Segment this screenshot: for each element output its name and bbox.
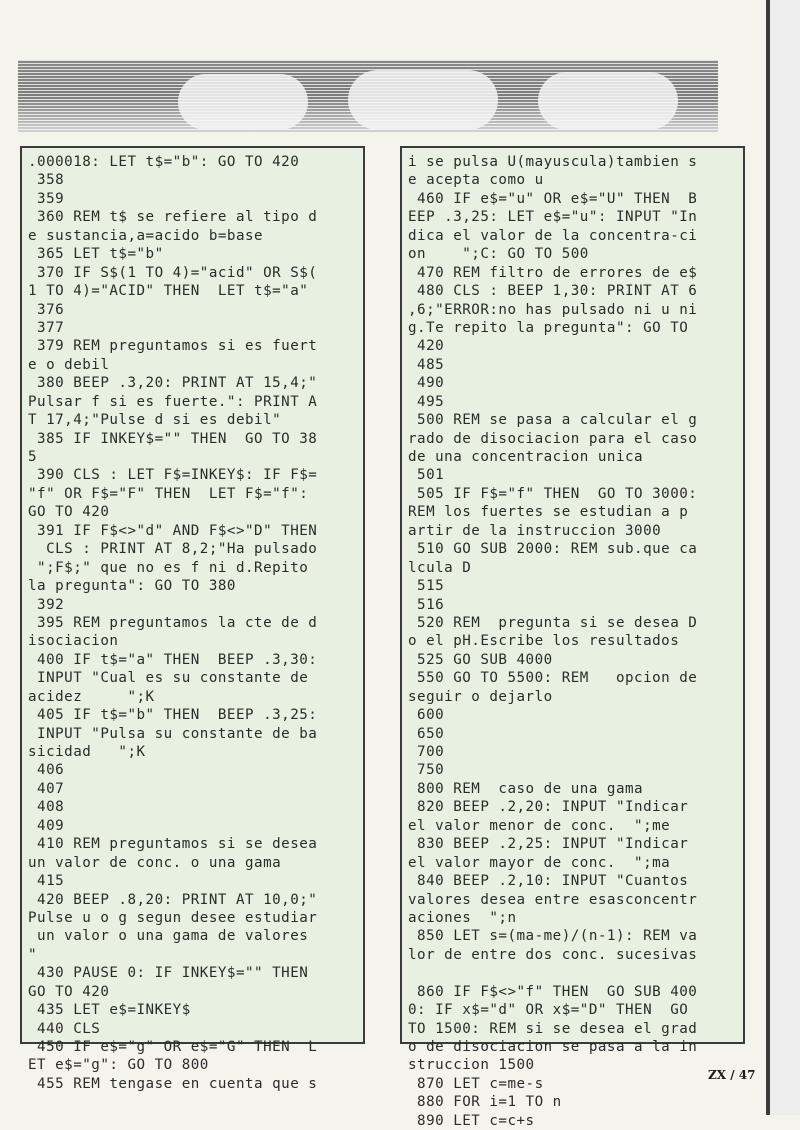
code-line: 395 REM preguntamos la cte de d [28, 614, 318, 631]
code-line: 650 [408, 725, 445, 742]
code-line: 525 GO SUB 4000 [408, 651, 553, 668]
code-line: 515 [408, 578, 445, 595]
code-line: rado de disociacion para el caso [408, 430, 698, 447]
code-line: 550 GO TO 5500: REM opcion de [408, 670, 698, 687]
code-line: 516 [408, 596, 445, 613]
code-line: sicidad ";K [28, 744, 146, 760]
code-line: 450 IF e$="g" OR e$="G" THEN L [28, 1039, 318, 1055]
code-line: 520 REM pregunta si se desea D [408, 614, 698, 631]
code-line: INPUT "Pulsa su constante de ba [28, 725, 318, 742]
code-line: on ";C: GO TO 500 [408, 246, 589, 263]
code-line: g.Te repito la pregunta": GO TO [408, 319, 689, 336]
code-line: o el pH.Escribe los resultados [408, 633, 680, 650]
code-line: 379 REM preguntamos si es fuert [28, 338, 318, 355]
code-line: CLS : PRINT AT 8,2;"Ha pulsado [28, 541, 318, 558]
code-line: el valor mayor de conc. ";ma [408, 854, 671, 871]
code-line: 420 BEEP .8,20: PRINT AT 10,0;" [28, 891, 318, 908]
code-line: 359 [28, 190, 65, 207]
code-line: 430 PAUSE 0: IF INKEY$="" THEN [28, 965, 309, 982]
code-line: 840 BEEP .2,10: INPUT "Cuantos [408, 873, 689, 890]
header-banner-graphic [18, 60, 718, 132]
code-line: "f" OR F$="F" THEN LET F$="f": [28, 485, 309, 502]
code-line: 415 [28, 873, 65, 890]
code-line: .000018: LET t$="b": GO TO 420 [28, 154, 300, 170]
code-line: 380 BEEP .3,20: PRINT AT 15,4;" [28, 375, 318, 392]
code-line: T 17,4;"Pulse d si es debil" [28, 412, 282, 429]
code-line: o de disociacion se pasa a la in [408, 1039, 698, 1055]
code-line: aciones ";n [408, 909, 517, 926]
code-line: 365 LET t$="b" [28, 246, 164, 263]
code-line: seguir o dejarlo [408, 688, 553, 705]
code-line: 405 IF t$="b" THEN BEEP .3,25: [28, 707, 318, 724]
code-line: 880 FOR i=1 TO n [408, 1094, 562, 1111]
code-line: 408 [28, 799, 65, 816]
code-line: ";F$;" que no es f ni d.Repito [28, 559, 309, 576]
code-line: 890 LET c=c+s [408, 1112, 535, 1129]
code-line: " [28, 946, 38, 963]
code-line: 850 LET s=(ma-me)/(n-1): REM va [408, 928, 698, 945]
code-line: acidez ";K [28, 688, 155, 705]
code-line: 485 [408, 356, 445, 373]
code-line: 435 LET e$=INKEY$ [28, 1002, 191, 1019]
code-line: struccion 1500 [408, 1057, 535, 1074]
code-line: un valor de conc. o una gama [28, 854, 282, 871]
code-line: artir de la instruccion 3000 [408, 522, 662, 539]
code-line: EEP .3,25: LET e$="u": INPUT "In [408, 209, 698, 226]
code-line: 392 [28, 596, 65, 613]
banner-letter-shape [178, 74, 308, 130]
code-line: 370 IF S$(1 TO 4)="acid" OR S$( [28, 264, 318, 281]
page-number: ZX / 47 [708, 1068, 756, 1082]
code-line: dica el valor de la concentra-ci [408, 227, 698, 244]
code-line: 440 CLS [28, 1020, 101, 1037]
code-line: lcula D [408, 559, 472, 576]
code-line: 505 IF F$="f" THEN GO TO 3000: [408, 485, 698, 502]
code-line: 870 LET c=me-s [408, 1075, 544, 1092]
code-line: 830 BEEP .2,25: INPUT "Indicar [408, 836, 689, 853]
code-line: 360 REM t$ se refiere al tipo d [28, 209, 318, 226]
code-line: INPUT "Cual es su constante de [28, 670, 309, 687]
code-line: 480 CLS : BEEP 1,30: PRINT AT 6 [408, 283, 698, 300]
code-line: 407 [28, 780, 65, 797]
code-line: Pulsar f si es fuerte.": PRINT A [28, 393, 318, 410]
code-line: 490 [408, 375, 445, 392]
code-line: el valor menor de conc. ";me [408, 817, 671, 834]
code-line: e acepta como u [408, 172, 544, 189]
code-line: de una concentracion unica [408, 449, 644, 465]
code-line: 376 [28, 301, 65, 318]
code-line: e o debil [28, 356, 110, 373]
code-line: 406 [28, 762, 65, 779]
code-line: 460 IF e$="u" OR e$="U" THEN B [408, 190, 698, 207]
code-line: 500 REM se pasa a calcular el g [408, 412, 698, 429]
code-line: Pulse u o g segun desee estudiar [28, 909, 318, 926]
code-line: i se pulsa U(mayuscula)tambien s [408, 154, 698, 170]
code-line: 409 [28, 817, 65, 834]
code-line: 700 [408, 744, 445, 760]
code-line: 385 IF INKEY$="" THEN GO TO 38 [28, 430, 318, 447]
code-line: 0: IF x$="d" OR x$="D" THEN GO [408, 1002, 689, 1019]
code-line: REM los fuertes se estudian a p [408, 504, 689, 521]
code-line: GO TO 420 [28, 504, 110, 521]
code-line: 860 IF F$<>"f" THEN GO SUB 400 [408, 983, 698, 1000]
code-line: 501 [408, 467, 445, 484]
code-line: 391 IF F$<>"d" AND F$<>"D" THEN [28, 522, 318, 539]
code-line: 800 REM caso de una gama [408, 780, 644, 797]
code-line: valores desea entre esasconcentr [408, 891, 698, 908]
code-line: GO TO 420 [28, 983, 110, 1000]
banner-letter-shape [348, 70, 498, 130]
code-line: e sustancia,a=acido b=base [28, 227, 264, 244]
code-line: 420 [408, 338, 445, 355]
code-line: 377 [28, 319, 65, 336]
code-line: 400 IF t$="a" THEN BEEP .3,30: [28, 651, 318, 668]
code-line: 1 TO 4)="ACID" THEN LET t$="a" [28, 283, 309, 300]
banner-letter-shape [538, 72, 678, 130]
code-line: 5 [28, 449, 38, 465]
code-line: ET e$="g": GO TO 800 [28, 1057, 209, 1074]
code-line: 600 [408, 707, 445, 724]
code-line: TO 1500: REM si se desea el grad [408, 1020, 698, 1037]
code-line [408, 964, 743, 982]
code-line: la pregunta": GO TO 380 [28, 578, 236, 595]
code-line: 750 [408, 762, 445, 779]
code-column-left [20, 146, 365, 1092]
code-line: 510 GO SUB 2000: REM sub.que ca [408, 541, 698, 558]
code-line: un valor o una gama de valores [28, 928, 309, 945]
code-line: ,6;"ERROR:no has pulsado ni u ni [408, 301, 698, 318]
code-line: 390 CLS : LET F$=INKEY$: IF F$= [28, 467, 318, 484]
code-line: 470 REM filtro de errores de e$ [408, 264, 698, 281]
code-line: lor de entre dos conc. sucesivas [408, 946, 698, 963]
code-line: isociacion [28, 633, 119, 650]
page-edge [766, 0, 800, 1115]
code-line: 495 [408, 393, 445, 410]
code-line: 410 REM preguntamos si se desea [28, 836, 318, 853]
code-line: 358 [28, 172, 65, 189]
code-line: 820 BEEP .2,20: INPUT "Indicar [408, 799, 689, 816]
code-line: 455 REM tengase en cuenta que s [28, 1075, 318, 1092]
